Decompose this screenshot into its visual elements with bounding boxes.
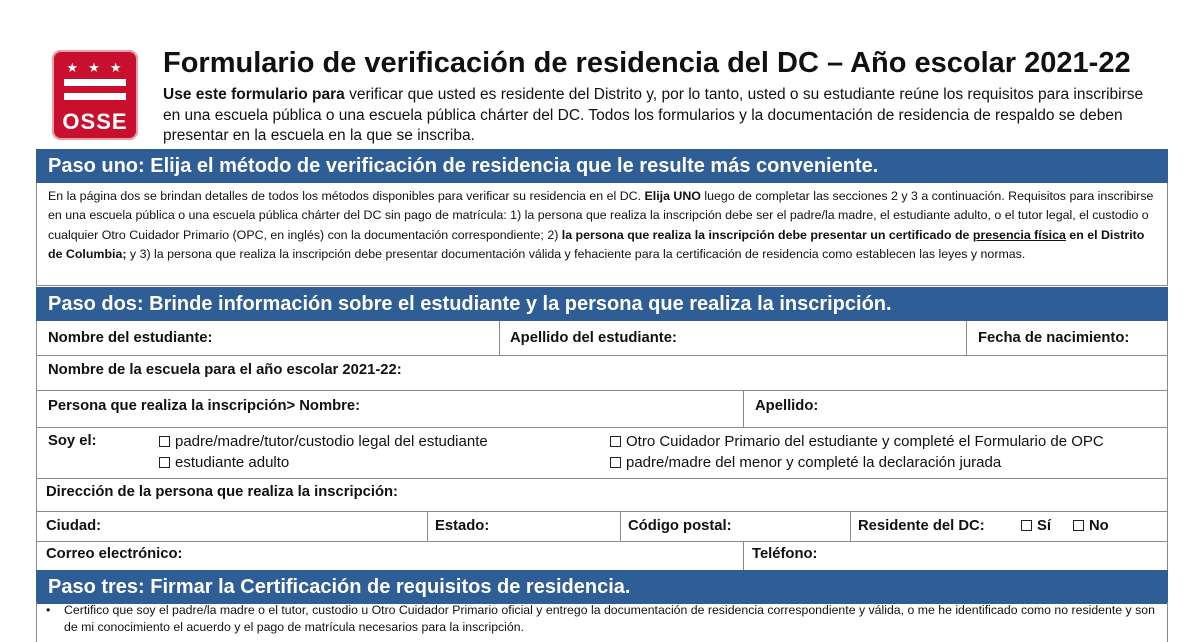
option-label: padre/madre/tutor/custodio legal del estudiante [175, 433, 488, 450]
intro-paragraph [163, 85, 1153, 147]
col-divider [850, 511, 851, 541]
step-two-heading: Paso dos: Brinde información sobre el estudiante y la persona que realiza la inscripción. [36, 287, 1168, 321]
row-divider [36, 478, 1168, 479]
col-divider [620, 511, 621, 541]
page-title: Formulario de verificación de residencia del DC – Año escolar 2021-22 [163, 47, 1131, 79]
checkbox-icon[interactable] [1021, 520, 1032, 531]
option-label: padre/madre del menor y completé la declaración jurada [626, 454, 1002, 471]
option-label: estudiante adulto [175, 454, 290, 471]
dc-resident-no[interactable] [1073, 518, 1109, 534]
row-divider [36, 390, 1168, 391]
student-first-name-field[interactable]: Nombre del estudiante: [48, 330, 213, 346]
step-three-heading: Paso tres: Firmar la Certificación de requisitos de residencia. [36, 570, 1168, 604]
logo-text: OSSE [62, 109, 128, 134]
logo-stars: ★★★ [66, 60, 132, 75]
address-field[interactable]: Dirección de la persona que realiza la inscripción: [46, 484, 398, 500]
i-am-label: Soy el: [48, 433, 97, 449]
yes-label: Sí [1037, 518, 1051, 534]
col-divider [427, 511, 428, 541]
step-one-dc: en el Distrito de Columbia; [48, 227, 1145, 262]
logo-stripe [64, 93, 126, 100]
dc-resident-yes[interactable] [1021, 518, 1051, 534]
option-adult-student[interactable] [159, 454, 289, 471]
state-field[interactable]: Estado: [435, 518, 490, 534]
checkbox-icon[interactable] [159, 436, 170, 447]
checkbox-icon[interactable] [610, 457, 621, 468]
col-divider [743, 390, 744, 427]
bullet: • [46, 603, 51, 617]
city-field[interactable]: Ciudad: [46, 518, 102, 534]
birth-date-field[interactable]: Fecha de nacimiento: [978, 330, 1130, 346]
no-label: No [1089, 518, 1109, 534]
option-minor-parent[interactable] [610, 454, 1001, 471]
step-one-text: En la página dos se brindan detalles de todos los métodos disponibles para verificar su residencia en el DC. [48, 189, 645, 203]
intro-bold: Use este formulario para [163, 86, 345, 103]
logo-stripe [64, 79, 126, 86]
row-divider [36, 355, 1168, 356]
step-one-presence-req: la persona que realiza la inscripción debe presentar un certificado de [561, 227, 973, 242]
school-name-field[interactable]: Nombre de la escuela para el año escolar 2021-22: [48, 362, 402, 378]
row-divider [36, 427, 1168, 428]
enroller-first-name-field[interactable]: Persona que realiza la inscripción> Nombre: [48, 398, 361, 414]
checkbox-icon[interactable] [610, 436, 621, 447]
phone-field[interactable]: Teléfono: [752, 546, 818, 562]
email-field[interactable]: Correo electrónico: [46, 546, 183, 562]
option-label: Otro Cuidador Primario del estudiante y completé el Formulario de OPC [626, 433, 1104, 450]
row-divider [36, 511, 1168, 512]
step-one-choose-one: Elija UNO [644, 189, 701, 203]
zip-field[interactable]: Código postal: [628, 518, 732, 534]
col-divider [743, 541, 744, 571]
step-one-body [36, 183, 1168, 286]
step-one-documentation: y 3) la persona que realiza la inscripción debe presentar documentación válida y fehaciente para la certificación de residencia como establecen las leyes y normas. [126, 247, 1026, 262]
enroller-last-name-field[interactable]: Apellido: [755, 398, 819, 414]
certification-text: Certifico que soy el padre/la madre o el tutor, custodio u Otro Cuidador Primario oficial y entrego la documentación de residencia correspondiente y válida, o me he identificado como no residente y son de mi conocimiento el acuerdo y el pago de matrícula necesarios para la inscripción. [64, 603, 1155, 634]
checkbox-icon[interactable] [159, 457, 170, 468]
intro-text: verificar que usted es residente del Distrito y, por lo tanto, usted o su estudiante reúne los requisitos para inscribirse en una escuela pública o una escuela pública chárter del DC. Todos los formularios y la documentación de residencia de respaldo se deben presentar en la escuela en la que se inscriba. [163, 86, 1144, 144]
certification-item [36, 602, 1168, 642]
col-divider [499, 321, 500, 355]
option-opc[interactable] [610, 433, 1104, 450]
student-last-name-field[interactable]: Apellido del estudiante: [510, 330, 677, 346]
col-divider [966, 321, 967, 355]
osse-logo [52, 50, 138, 140]
row-divider [36, 541, 1168, 542]
option-parent-guardian[interactable] [159, 433, 488, 450]
dc-resident-label: Residente del DC: [858, 518, 985, 534]
step-one-requirements: luego de completar las secciones 2 y 3 a continuación. Requisitos para inscribirse en una escuela pública o una escuela pública chárter del DC sin pago de matrícula: 1) la persona que realiza la inscripción debe ser el padre/la madre, el estudiante adulto, o el tutor legal, el custodio o cualquier Otro Cuidador Primario (OPC, en inglés) con la documentación correspondiente; 2) [48, 189, 1154, 242]
step-one-heading: Paso uno: Elija el método de verificación de residencia que le resulte más conveniente. [36, 149, 1168, 183]
step-one-physical-presence: presencia física [972, 227, 1066, 242]
checkbox-icon[interactable] [1073, 520, 1084, 531]
